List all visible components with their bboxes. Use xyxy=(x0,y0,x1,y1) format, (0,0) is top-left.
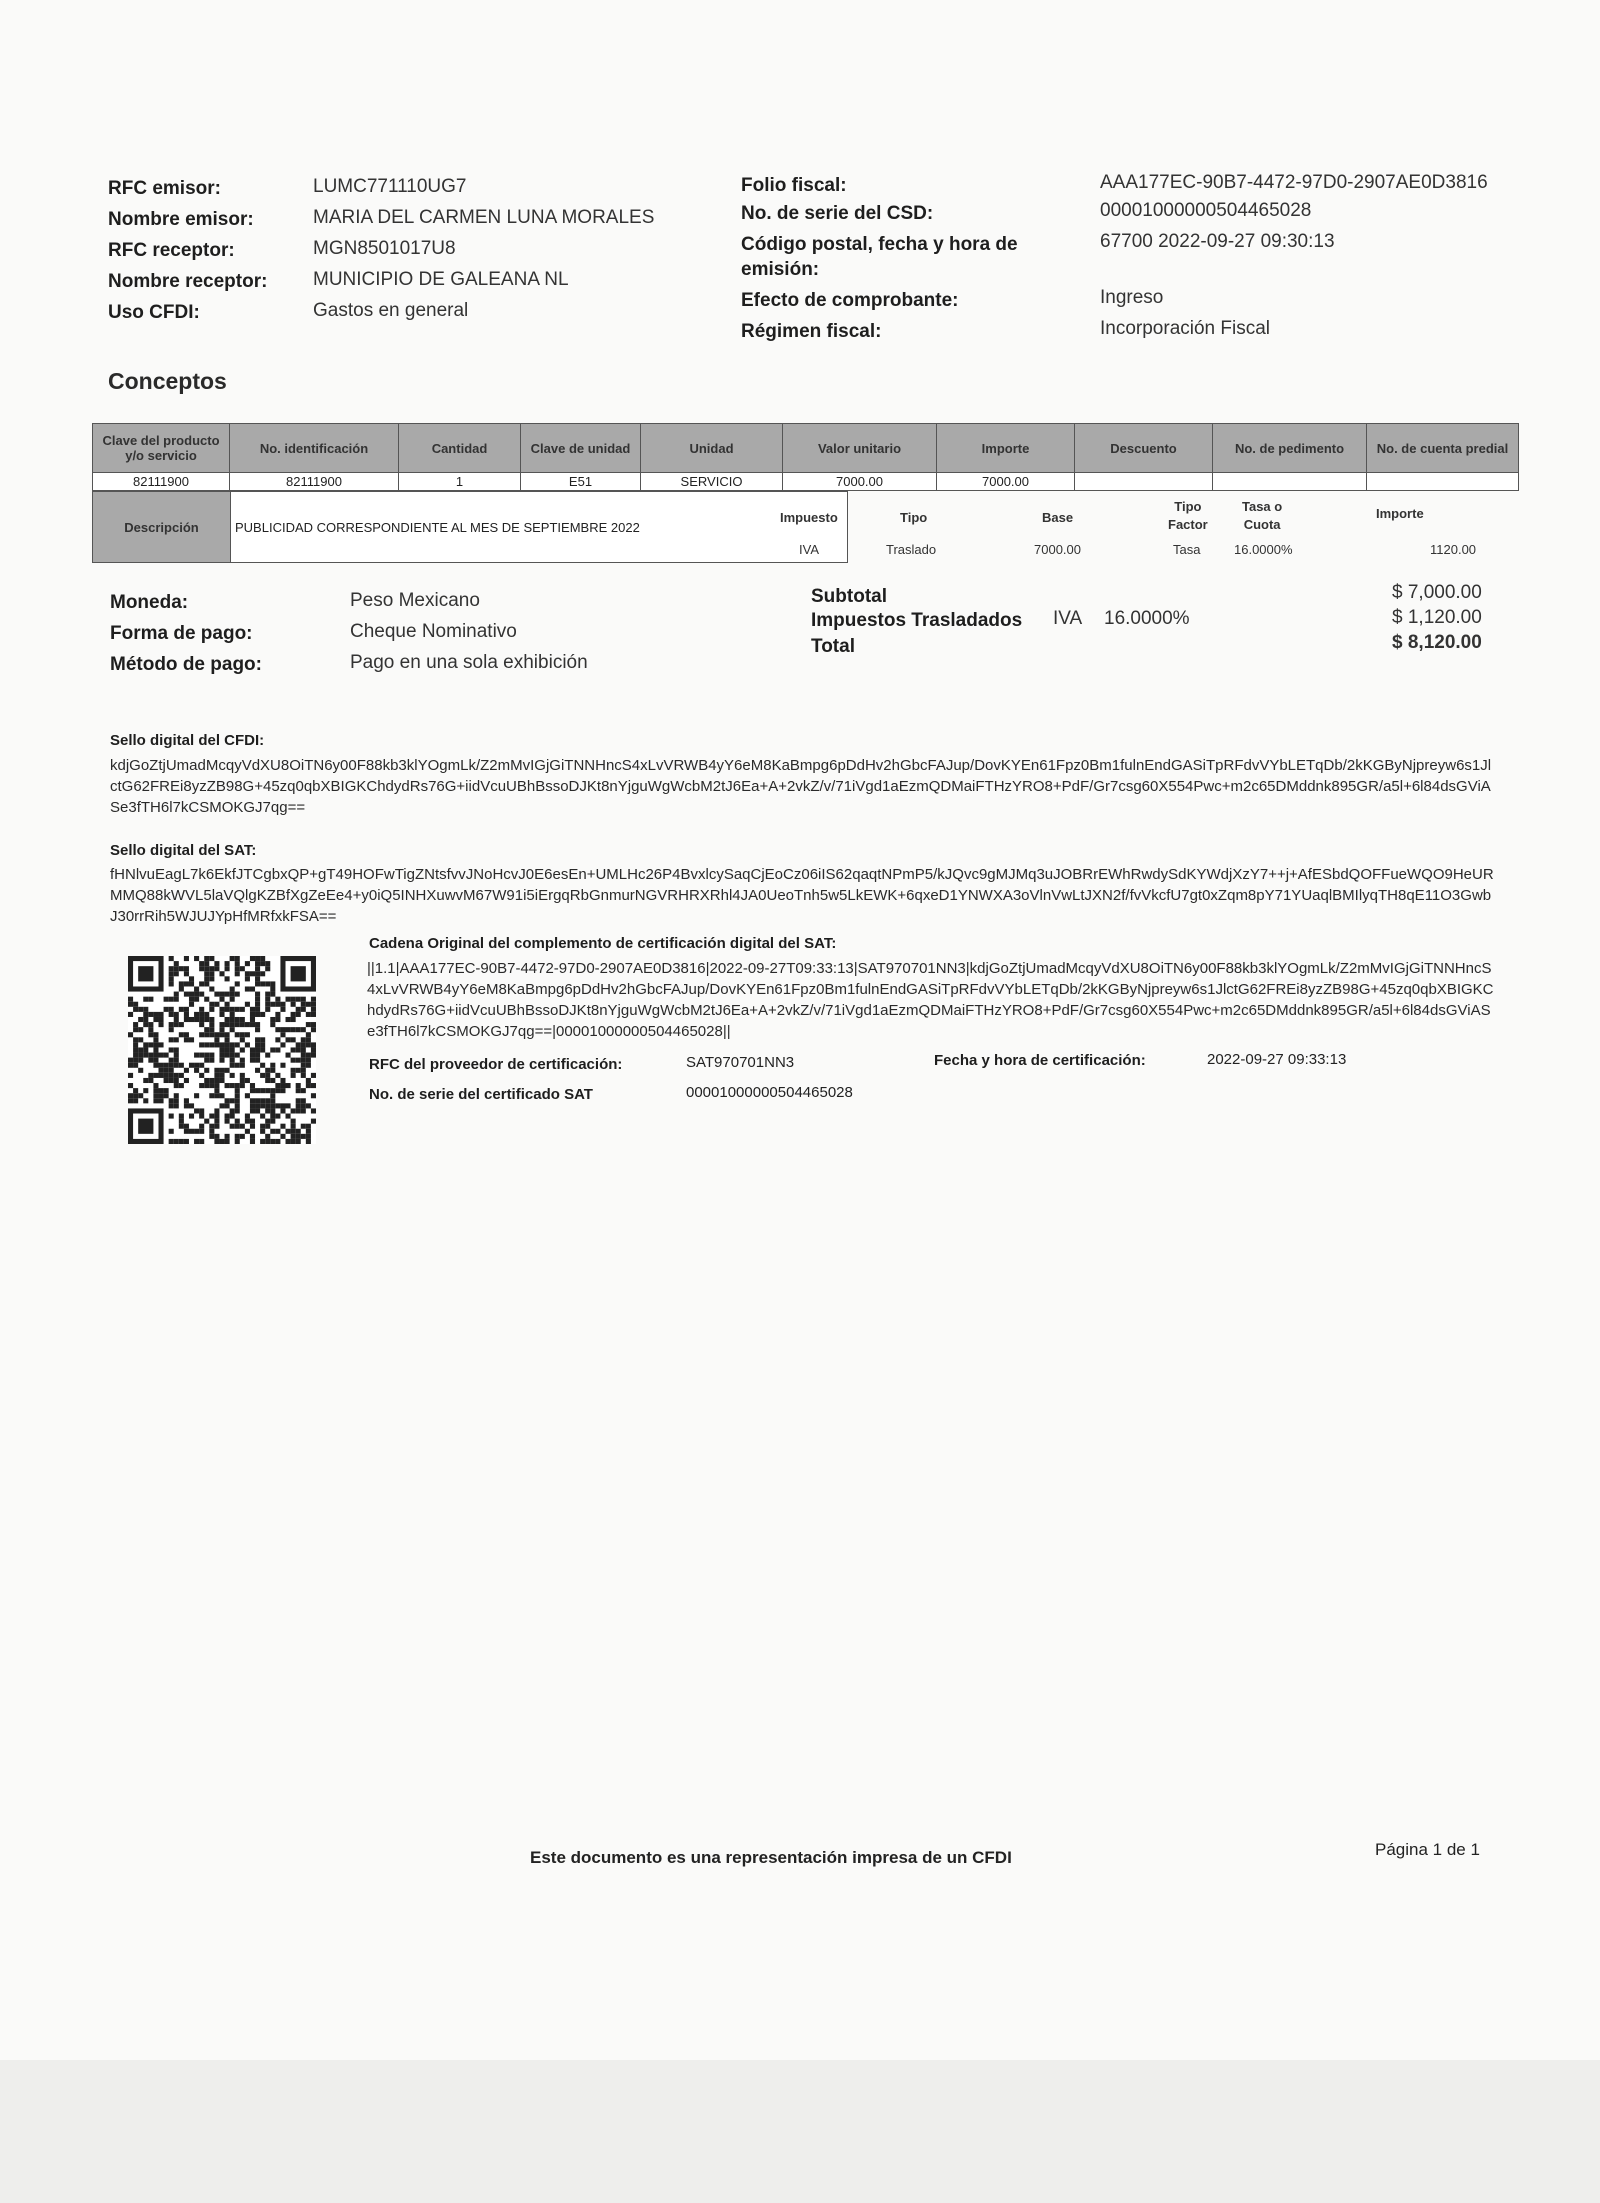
tax-tipo-factor-header-2: Factor xyxy=(1168,517,1208,532)
col-clave-producto: Clave del producto y/o servicio xyxy=(93,424,230,473)
moneda-value: Peso Mexicano xyxy=(350,590,480,611)
serie-certificado-sat-label: No. de serie del certificado SAT xyxy=(369,1086,593,1103)
serie-csd-label: No. de serie del CSD: xyxy=(741,203,934,224)
codigo-postal-label-1: Código postal, fecha y hora de xyxy=(741,234,1018,255)
cell-importe: 7000.00 xyxy=(937,473,1075,491)
qr-code-icon xyxy=(128,956,316,1144)
col-no-pedimento: No. de pedimento xyxy=(1213,424,1367,473)
cell-unidad: SERVICIO xyxy=(641,473,783,491)
codigo-postal-value: 67700 2022-09-27 09:30:13 xyxy=(1100,231,1335,252)
efecto-comprobante-value: Ingreso xyxy=(1100,287,1164,308)
col-valor-unitario: Valor unitario xyxy=(783,424,937,473)
tax-tasa-header-1: Tasa o xyxy=(1242,499,1283,514)
conceptos-table xyxy=(92,423,1519,491)
sello-cfdi-label: Sello digital del CFDI: xyxy=(110,732,265,749)
page-number: Página 1 de 1 xyxy=(1375,1840,1480,1859)
cell-no-identificacion: 82111900 xyxy=(230,473,399,491)
regimen-fiscal-label: Régimen fiscal: xyxy=(741,321,882,342)
cell-valor-unitario: 7000.00 xyxy=(783,473,937,491)
forma-pago-label: Forma de pago: xyxy=(110,623,253,644)
sello-sat-value: fHNlvuEagL7k6EkfJTCgbxQP+gT49HOFwTigZNtsfvvJNoHcvJ0E6esEn+UMLHc26P4BvxlcySaqCjEoCz06iIS62qaqtNPmP5/kJQvc9gMJMq3uJOBRrEWhRwdySdKYWdjXzY7++j+AfESbdQOFFueWQO9HeURMMQ88kWVL5laVQlgKZBfXgZeEe4+y0iQ5INHXuwvM67W91i5iErgqRbGnmurNGVRHRXRhl4JA0UeoTnh5w5LkEWK+6qxeD1YNWXA3oVlnVwLtJXN2f/fvVkcfU7gt0xZqm8pY71YUaqlBMIlyqTH8qE11O3GwbJ30rrRih5WJUJYpHfMRfxkFSA== xyxy=(110,866,1494,925)
serie-csd-value: 00001000000504465028 xyxy=(1100,200,1312,221)
tax-tasa-header-2: Cuota xyxy=(1243,517,1281,532)
forma-pago-value: Cheque Nominativo xyxy=(350,621,517,642)
sello-sat-label: Sello digital del SAT: xyxy=(110,842,257,859)
cell-clave-producto: 82111900 xyxy=(93,473,230,491)
rfc-receptor-value: MGN8501017U8 xyxy=(313,238,456,259)
cell-descuento xyxy=(1075,473,1213,491)
descripcion-label: Descripción xyxy=(93,492,231,562)
col-importe: Importe xyxy=(937,424,1075,473)
scan-margin xyxy=(0,2060,1600,2203)
tax-tipo-header: Tipo xyxy=(900,510,928,525)
tax-impuesto-value: IVA xyxy=(799,542,819,557)
tax-tipo-factor-header xyxy=(1168,498,1208,534)
col-clave-unidad: Clave de unidad xyxy=(521,424,641,473)
metodo-pago-value: Pago en una sola exhibición xyxy=(350,652,588,673)
total-label: Total xyxy=(811,636,855,657)
impuestos-trasladados-label: Impuestos Trasladados xyxy=(811,610,1023,631)
col-cantidad: Cantidad xyxy=(399,424,521,473)
tax-importe-value: 1120.00 xyxy=(1430,542,1477,557)
rfc-emisor-value: LUMC771110UG7 xyxy=(313,176,467,197)
header-labels-left xyxy=(108,173,267,328)
col-no-identificacion: No. identificación xyxy=(230,424,399,473)
descripcion-value: PUBLICIDAD CORRESPONDIENTE AL MES DE SEPTIEMBRE 2022 xyxy=(235,520,640,535)
nombre-receptor-label: Nombre receptor: xyxy=(108,271,268,292)
folio-fiscal-label: Folio fiscal: xyxy=(741,175,847,196)
impuestos-value: $ 1,120.00 xyxy=(1392,607,1482,628)
col-unidad: Unidad xyxy=(641,424,783,473)
folio-fiscal-value: AAA177EC-90B7-4472-97D0-2907AE0D3816 xyxy=(1100,172,1488,193)
total-value: $ 8,120.00 xyxy=(1392,632,1482,653)
conceptos-title: Conceptos xyxy=(108,368,227,394)
codigo-postal-label-2: emisión: xyxy=(741,259,820,280)
subtotal-value: $ 7,000.00 xyxy=(1392,582,1482,603)
sello-cfdi-value: kdjGoZtjUmadMcqyVdXU8OiTN6y00F88kb3klYOgmLk/Z2mMvIGjGiTNNHncS4xLvVRWB4yY6eM8KaBmpg6pDdHv2hGbcFAJup/DovKYEn61Fpz0Bm1fulnEndGASiTpRFdvVYbLETqDb/2kKGByNjpreyw6s1JlctG62FREi8yzZB98G+45zq0qbXBIGKChdydRs76G+iidVcuUBhBssoDJKt8nYjguWgWcbM2tJ6Ea+A+2vkZ/v/71iVgd1aEzmQDMaiFTHzYRO8+PdF/Gr7csg60X554Pwc+m2c65DMddnk895GR/a5l+6l84dsGViASe3fTH6l7kCSMOKGJ7qg== xyxy=(110,757,1492,816)
cell-no-pedimento xyxy=(1213,473,1367,491)
regimen-fiscal-value: Incorporación Fiscal xyxy=(1100,318,1271,339)
table-header-row xyxy=(93,424,1519,473)
cell-clave-unidad: E51 xyxy=(521,473,641,491)
fecha-certificacion-value: 2022-09-27 09:33:13 xyxy=(1207,1051,1347,1068)
efecto-comprobante-label: Efecto de comprobante: xyxy=(741,290,959,311)
header-values-left xyxy=(313,171,654,326)
rfc-emisor-label: RFC emisor: xyxy=(108,178,221,199)
nombre-emisor-value: MARIA DEL CARMEN LUNA MORALES xyxy=(313,207,655,228)
nombre-receptor-value: MUNICIPIO DE GALEANA NL xyxy=(313,269,569,290)
nombre-emisor-label: Nombre emisor: xyxy=(108,209,254,230)
table-row xyxy=(93,473,1519,491)
footer-note: Este documento es una representación impresa de un CFDI xyxy=(530,1848,1012,1867)
tax-tipo-value: Traslado xyxy=(886,542,937,557)
tax-impuesto-header: Impuesto xyxy=(780,510,838,525)
impuestos-rate: 16.0000% xyxy=(1104,608,1190,629)
tax-tasa-value: 16.0000% xyxy=(1234,542,1293,557)
cell-cuenta-predial xyxy=(1367,473,1519,491)
cadena-original-value: ||1.1|AAA177EC-90B7-4472-97D0-2907AE0D3816|2022-09-27T09:33:13|SAT970701NN3|kdjGoZtjUmadMcqyVdXU8OiTN6y00F88kb3klYOgmLk/Z2mMvIGjGiTNNHncS4xLvVRWB4yY6eM8KaBmpg6pDdHv2hGbcFAJup/DovKYEn61Fpz0Bm1fulnEndGASiTpRFdvVYbLETqDb/2kKGByNjpreyw6s1JlctG62FREi8yzZB98G+45zq0qbXBIGKChdydRs76G+iidVcuUBhBssoDJKt8nYjguWgWcbM2tJ6Ea+A+2vkZ/v/71iVgd1aEzmQDMaiFTHzYRO8+PdF/Gr7csg60X554Pwc+m2c65DMddnk895GR/a5l+6l84dsGViASe3fTH6l7kCSMOKGJ7qg==|00001000000504465028|| xyxy=(367,960,1494,1040)
fecha-certificacion-label: Fecha y hora de certificación: xyxy=(934,1052,1146,1069)
subtotal-label: Subtotal xyxy=(811,586,887,607)
tax-tipo-factor-header-1: Tipo xyxy=(1174,499,1202,514)
tax-base-value: 7000.00 xyxy=(1034,542,1081,557)
tax-importe-header: Importe xyxy=(1376,506,1424,521)
col-descuento: Descuento xyxy=(1075,424,1213,473)
serie-certificado-sat-value: 00001000000504465028 xyxy=(686,1084,853,1101)
descripcion-box xyxy=(92,491,848,563)
uso-cfdi-value: Gastos en general xyxy=(313,300,469,321)
tax-tasa-header xyxy=(1242,498,1282,534)
impuestos-iva: IVA xyxy=(1053,608,1083,629)
col-cuenta-predial: No. de cuenta predial xyxy=(1367,424,1519,473)
moneda-label: Moneda: xyxy=(110,592,189,613)
uso-cfdi-label: Uso CFDI: xyxy=(108,302,200,323)
cadena-original-label: Cadena Original del complemento de certificación digital del SAT: xyxy=(369,935,837,952)
tax-tipo-factor-value: Tasa xyxy=(1173,542,1201,557)
rfc-proveedor-value: SAT970701NN3 xyxy=(686,1054,795,1071)
rfc-receptor-label: RFC receptor: xyxy=(108,240,235,261)
tax-base-header: Base xyxy=(1042,510,1074,525)
cell-cantidad: 1 xyxy=(399,473,521,491)
rfc-proveedor-label: RFC del proveedor de certificación: xyxy=(369,1056,623,1073)
metodo-pago-label: Método de pago: xyxy=(110,654,262,675)
